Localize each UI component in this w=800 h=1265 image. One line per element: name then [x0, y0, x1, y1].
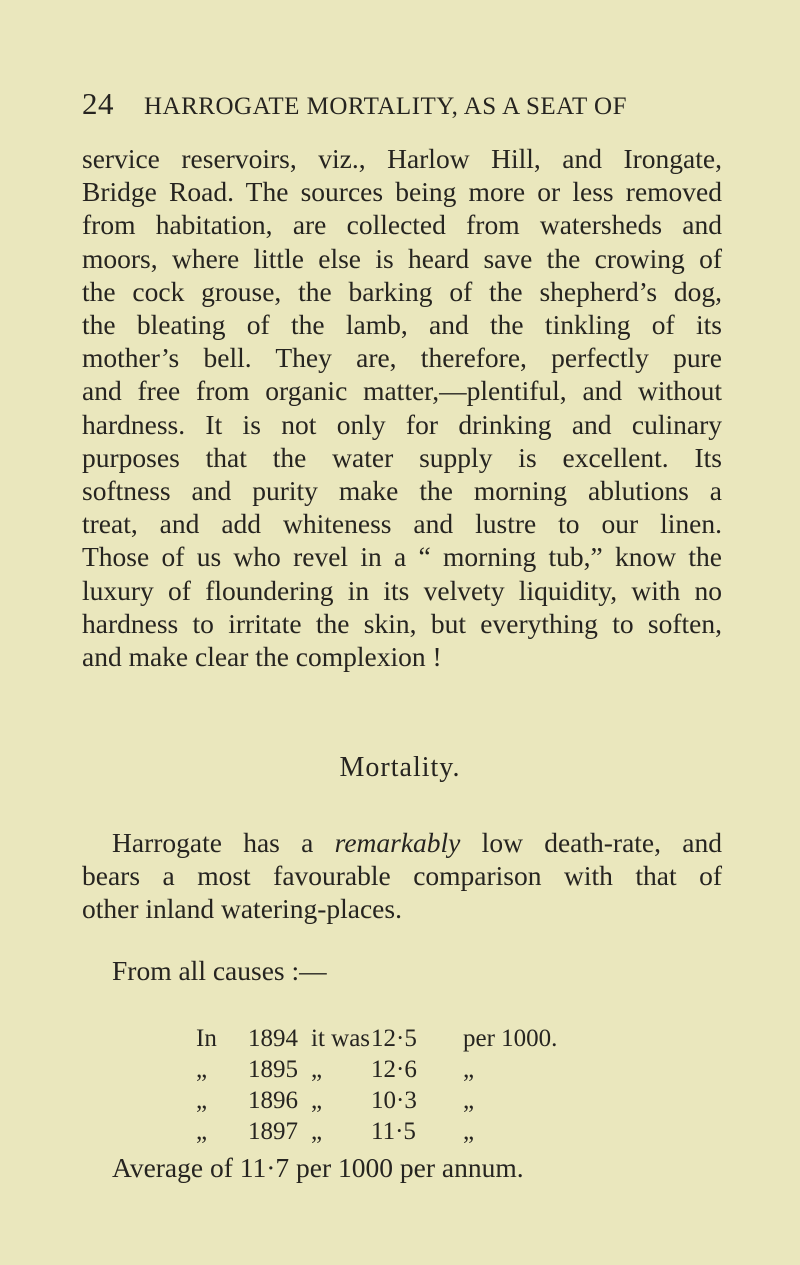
row-value: 12·5: [371, 1025, 417, 1052]
text-line: from habitation, are collected from watersheds and: [82, 209, 722, 241]
row-lead: „: [196, 1056, 208, 1083]
text-line: service reservoirs, viz., Harlow Hill, and Irongate,: [82, 143, 722, 174]
text-line: the bleating of the lamb, and the tinkling of its: [82, 309, 722, 341]
row-tail: „: [463, 1056, 475, 1083]
row-lead: „: [196, 1087, 208, 1114]
text-line: other inland watering-places.: [82, 893, 402, 925]
paragraph-water-supply: [82, 142, 722, 673]
text-line: luxury of floundering in its velvety liquidity, with no: [82, 574, 722, 606]
text-line: hardness. It is not only for drinking and culinary: [82, 408, 722, 440]
row-tail: per 1000.: [463, 1025, 558, 1052]
row-year: 1896: [248, 1087, 298, 1114]
text-line: [82, 826, 722, 859]
table-row: [196, 1085, 557, 1116]
text-line: hardness to irritate the skin, but everything to soften,: [82, 607, 722, 639]
text-line: purposes that the water supply is excellent. Its: [82, 441, 722, 473]
table-row: [196, 1023, 557, 1054]
text-line: Those of us who revel in a “ morning tub,” know the: [82, 541, 722, 573]
text-line: and free from organic matter,—plentiful, and without: [82, 375, 722, 407]
page-number: 24: [82, 86, 114, 121]
row-lead: „: [196, 1118, 208, 1145]
row-tail: „: [463, 1087, 475, 1114]
row-mid: „: [311, 1118, 323, 1145]
row-year: 1895: [248, 1056, 298, 1083]
text-line: mother’s bell. They are, therefore, perfectly pure: [82, 342, 722, 374]
text-line: the cock grouse, the barking of the shepherd’s dog,: [82, 275, 722, 307]
row-value: 11·5: [371, 1118, 416, 1145]
text-line: Bridge Road. The sources being more or less removed: [82, 176, 722, 208]
text-line: moors, where little else is heard save the crowing of: [82, 242, 722, 274]
row-value: 12·6: [371, 1056, 417, 1083]
text-fragment: Harrogate has a: [112, 827, 335, 858]
running-header: [82, 86, 722, 122]
running-title: HARROGATE MORTALITY, AS A SEAT OF: [144, 93, 627, 120]
row-year: 1894: [248, 1025, 298, 1052]
paragraph-death-rate: [82, 826, 722, 926]
text-line: and make clear the complexion !: [82, 641, 442, 673]
row-mid: it was: [311, 1025, 371, 1052]
death-rate-table: [196, 1023, 557, 1147]
row-year: 1897: [248, 1118, 298, 1145]
causes-intro: From all causes :—: [112, 955, 327, 986]
text-line: softness and purity make the morning ablutions a: [82, 475, 722, 507]
table-row: [196, 1054, 557, 1085]
row-value: 10·3: [371, 1087, 417, 1114]
emphasis-text: remarkably: [334, 827, 461, 858]
row-mid: „: [311, 1056, 323, 1083]
row-lead: In: [196, 1025, 217, 1052]
text-line: bears a most favourable comparison with that of: [82, 860, 722, 892]
text-fragment: low death-rate, and: [460, 827, 722, 858]
table-row: [196, 1116, 557, 1147]
row-tail: „: [463, 1118, 475, 1145]
average-line: Average of 11·7 per 1000 per annum.: [112, 1152, 524, 1183]
section-heading-mortality: Mortality.: [339, 752, 461, 783]
row-mid: „: [311, 1087, 323, 1114]
text-line: treat, and add whiteness and lustre to our linen.: [82, 508, 722, 540]
